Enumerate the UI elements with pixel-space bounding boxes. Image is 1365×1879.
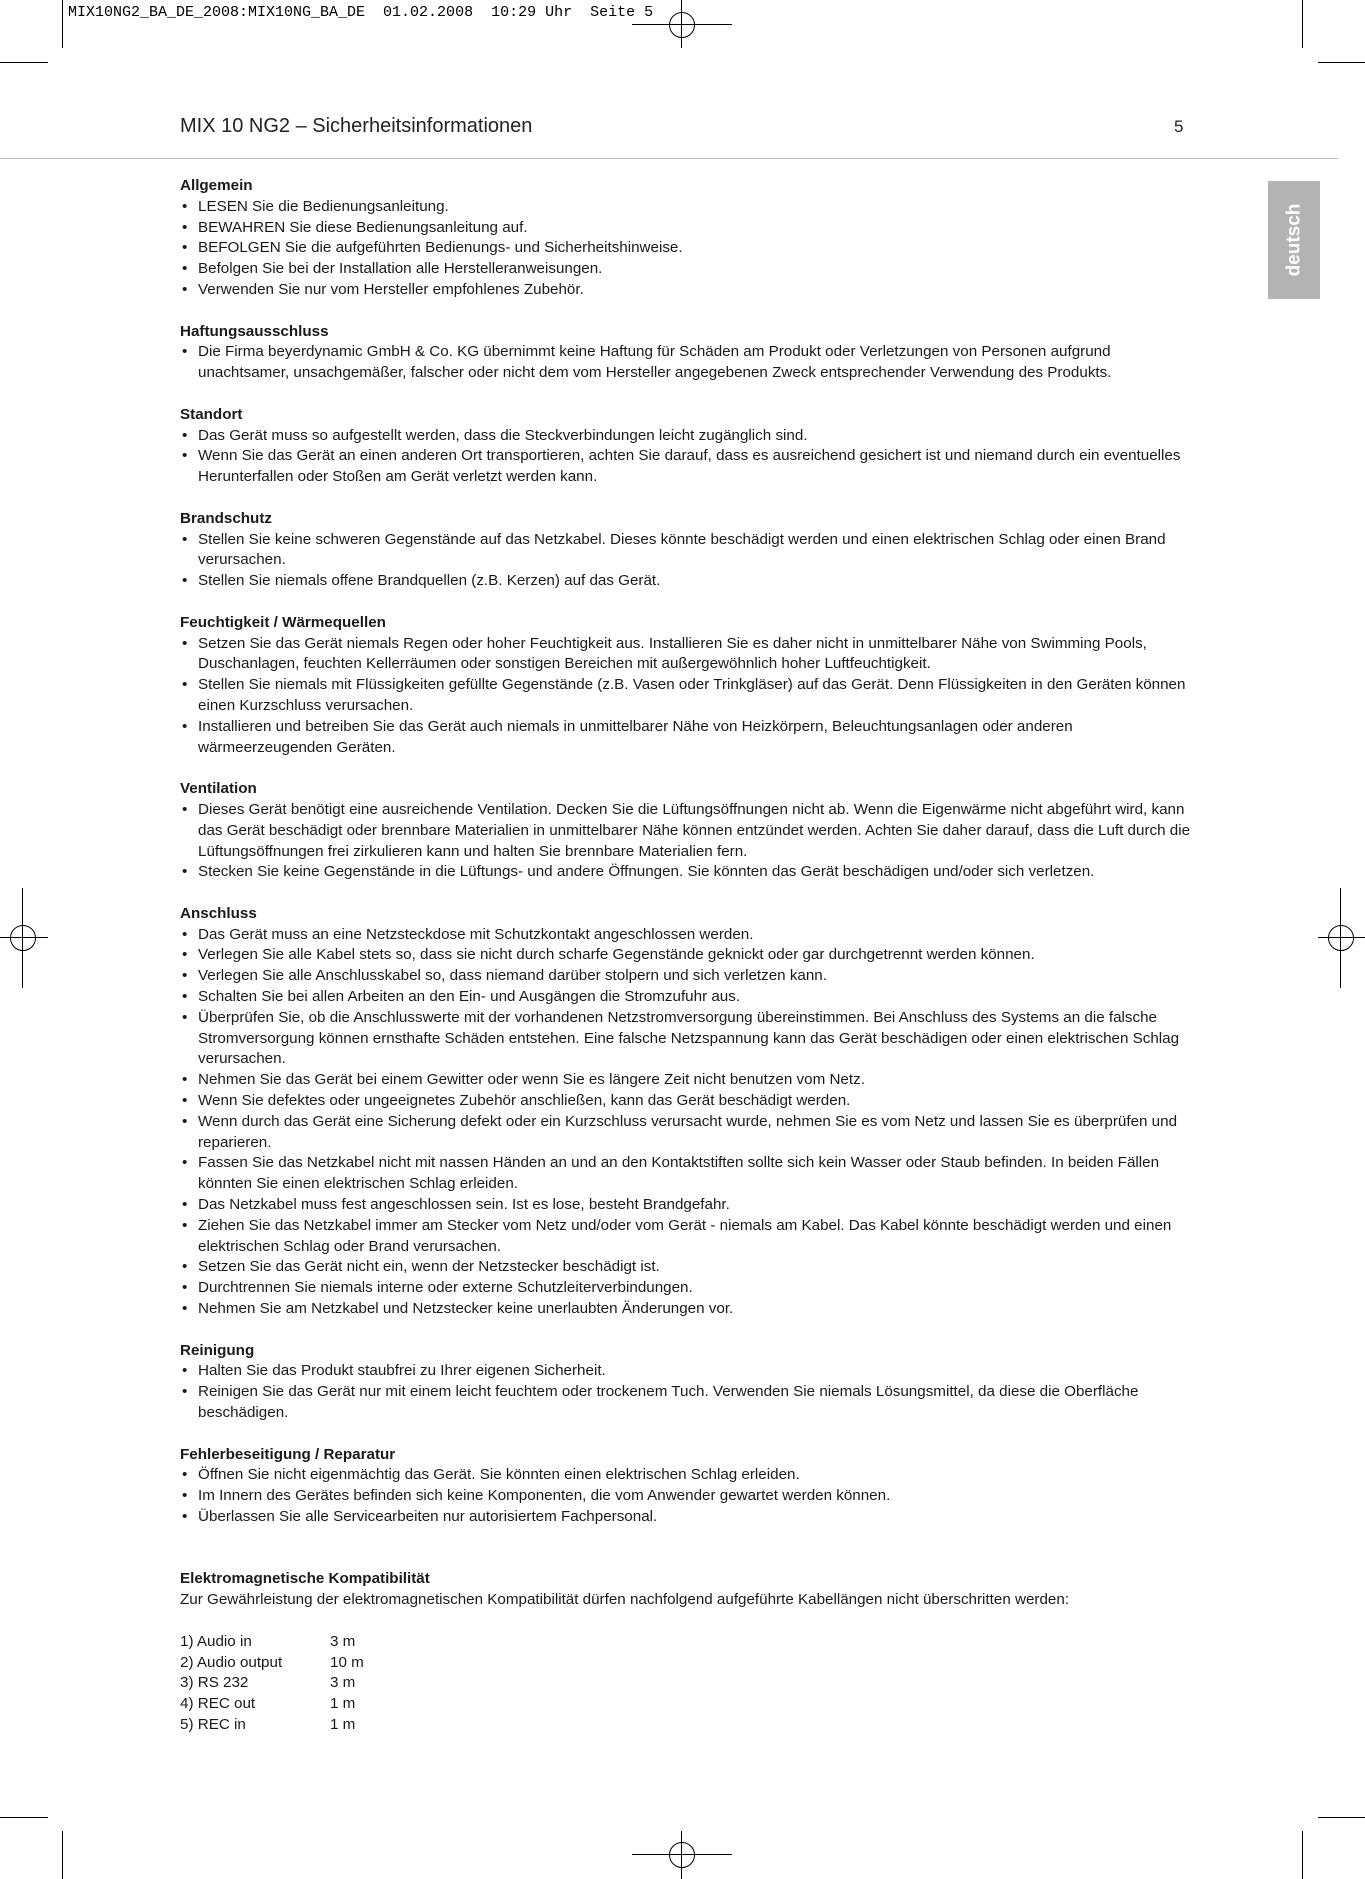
section-title: Elektromagnetische Kompatibilität [180, 1570, 430, 1588]
bullet-list [180, 530, 1200, 592]
cable-name: 3) RS 232 [180, 1674, 249, 1692]
list-item: • LESEN Sie die Bedienungsanleitung. [180, 197, 1200, 218]
bullet-list [180, 197, 1200, 301]
page-number: 5 [1174, 117, 1184, 136]
crop-mark [1302, 1831, 1303, 1879]
list-item: • Überlassen Sie alle Servicearbeiten nur autorisiertem Fachpersonal. [180, 1507, 1200, 1528]
cable-length: 3 m [330, 1632, 356, 1650]
bullet-list [180, 925, 1200, 1320]
crop-mark [62, 0, 63, 48]
section-title: Brandschutz [180, 509, 272, 527]
cable-length: 1 m [330, 1695, 356, 1713]
section-title: Haftungsausschluss [180, 322, 329, 340]
list-item: • Fassen Sie das Netzkabel nicht mit nassen Händen an und an den Kontaktstiften sollte sich kein Wasser oder Staub befinden. In beiden Fällen könnten Sie einen elektrischen Schlag erleiden. [180, 1153, 1200, 1195]
page-title: MIX 10 NG2 – Sicherheitsinformationen [180, 115, 533, 137]
section-title: Standort [180, 405, 243, 423]
language-tab [1268, 181, 1320, 299]
section-brandschutz [180, 509, 1200, 592]
list-item: • Stecken Sie keine Gegenstände in die Lüftungs- und andere Öffnungen. Sie könnten das Gerät beschädigen und/oder sich verletzen. [180, 862, 1200, 883]
bullet-list [180, 1361, 1200, 1423]
section-emc [180, 1569, 1200, 1735]
section-title: Allgemein [180, 177, 253, 194]
list-item: • Halten Sie das Produkt staubfrei zu Ihrer eigenen Sicherheit. [180, 1361, 1200, 1382]
list-item: • Überprüfen Sie, ob die Anschlusswerte mit der vorhandenen Netzstromversorgung übereinstimmen. Bei Anschluss des Systems an die falsche Stromversorgung können ernsthafte Schäden entstehen. Eine falsche Netzspannung kann das Gerät beschädigen oder einen elektrischen Schlag verursachen. [180, 1008, 1200, 1070]
list-item: • Stellen Sie keine schweren Gegenstände auf das Netzkabel. Dieses könnte beschädigt werden und einen elektrischen Schlag oder einen Brand verursachen. [180, 530, 1200, 572]
bullet-list [180, 342, 1200, 384]
section-fehlerbeseitigung [180, 1445, 1200, 1528]
section-title: Reinigung [180, 1341, 255, 1359]
emc-intro: Zur Gewährleistung der elektromagnetischen Kompatibilität dürfen nachfolgend aufgeführte Kabellängen nicht überschritten werden: [180, 1591, 1070, 1609]
list-item: • Das Netzkabel muss fest angeschlossen sein. Ist es lose, besteht Brandgefahr. [180, 1195, 1200, 1216]
section-allgemein [180, 176, 1200, 301]
list-item: • Befolgen Sie bei der Installation alle Herstelleranweisungen. [180, 259, 1200, 280]
list-item: • Das Gerät muss an eine Netzsteckdose mit Schutzkontakt angeschlossen werden. [180, 925, 1200, 946]
section-title: Feuchtigkeit / Wärmequellen [180, 613, 386, 631]
list-item: • Im Innern des Gerätes befinden sich keine Komponenten, die vom Anwender gewartet werden können. [180, 1486, 1200, 1507]
section-title: Ventilation [180, 780, 257, 798]
cable-length-table [180, 1632, 1200, 1736]
crop-mark [1318, 62, 1365, 63]
table-row [180, 1673, 1200, 1694]
list-item: • Verlegen Sie alle Kabel stets so, dass sie nicht durch scharfe Gegenstände geknickt oder gar durchgetrennt werden können. [180, 945, 1200, 966]
language-tab-label: deutsch [1283, 203, 1305, 277]
list-item: • Stellen Sie niemals offene Brandquellen (z.B. Kerzen) auf das Gerät. [180, 571, 1200, 592]
cable-name: 4) REC out [180, 1695, 256, 1713]
header-divider [0, 158, 1338, 159]
cable-name: 5) REC in [180, 1715, 246, 1733]
list-item: • Setzen Sie das Gerät niemals Regen oder hoher Feuchtigkeit aus. Installieren Sie es daher nicht in unmittelbarer Nähe von Swimming Pools, Duschanlagen, feuchten Kellerräumen oder sonstigen Bereichen mit außergewöhnlich hoher Luftfeuchtigkeit. [180, 634, 1200, 676]
table-row [180, 1715, 1200, 1736]
list-item: • Installieren und betreiben Sie das Gerät auch niemals in unmittelbarer Nähe von Heizkörpern, Beleuchtungsanlagen oder anderen wärmeerzeugenden Geräten. [180, 717, 1200, 759]
list-item: • Schalten Sie bei allen Arbeiten an den Ein- und Ausgängen die Stromzufuhr aus. [180, 987, 1200, 1008]
crop-mark [1302, 0, 1303, 48]
cable-length: 10 m [330, 1653, 364, 1671]
bullet-list [180, 800, 1200, 883]
section-haftungsausschluss [180, 322, 1200, 384]
list-item: • Wenn Sie das Gerät an einen anderen Ort transportieren, achten Sie darauf, dass es ausreichend gesichert ist und niemand durch ein eventuelles Herunterfallen oder Stoßen am Gerät verletzt werden kann. [180, 446, 1200, 488]
section-standort [180, 405, 1200, 488]
list-item: • Reinigen Sie das Gerät nur mit einem leicht feuchtem oder trockenem Tuch. Verwenden Sie niemals Lösungsmittel, da diese die Oberfläche beschädigen. [180, 1382, 1200, 1424]
bullet-list [180, 634, 1200, 759]
list-item: • Verlegen Sie alle Anschlusskabel so, dass niemand darüber stolpern und sich verletzen kann. [180, 966, 1200, 987]
section-title: Fehlerbeseitigung / Reparatur [180, 1445, 396, 1463]
section-reinigung [180, 1341, 1200, 1424]
list-item: • BEWAHREN Sie diese Bedienungsanleitung auf. [180, 218, 1200, 239]
section-ventilation [180, 779, 1200, 883]
list-item: • Wenn Sie defektes oder ungeeignetes Zubehör anschließen, kann das Gerät beschädigt werden. [180, 1091, 1200, 1112]
crop-mark [62, 1831, 63, 1879]
table-row [180, 1694, 1200, 1715]
section-anschluss [180, 904, 1200, 1320]
list-item: • Ziehen Sie das Netzkabel immer am Stecker vom Netz und/oder vom Gerät - niemals am Kabel. Das Kabel könnte beschädigt werden und einen elektrischen Schlag oder Brand verursachen. [180, 1216, 1200, 1258]
safety-content [180, 176, 1200, 1757]
list-item: • Die Firma beyerdynamic GmbH & Co. KG übernimmt keine Haftung für Schäden am Produkt oder Verletzungen von Personen aufgrund unachtsamer, unsachgemäßer, falscher oder nicht dem vom Hersteller angegebenen Zweck entsprechender Verwendung des Produkts. [180, 342, 1200, 384]
list-item: • BEFOLGEN Sie die aufgeführten Bedienungs- und Sicherheitshinweise. [180, 238, 1200, 259]
table-row [180, 1632, 1200, 1653]
list-item: • Wenn durch das Gerät eine Sicherung defekt oder ein Kurzschluss verursacht wurde, nehmen Sie es vom Netz und lassen Sie es überprüfen und reparieren. [180, 1112, 1200, 1154]
list-item: • Dieses Gerät benötigt eine ausreichende Ventilation. Decken Sie die Lüftungsöffnungen nicht ab. Wenn die Eigenwärme nicht abgeführt wird, kann das Gerät beschädigt oder brennbare Materialien in unmittelbarer Nähe können entzündet werden. Achten Sie daher darauf, dass die Luft durch die Lüftungsöffnungen frei zirkulieren kann und halten Sie brennbare Materialien fern. [180, 800, 1200, 862]
bullet-list [180, 1465, 1200, 1527]
list-item: • Nehmen Sie das Gerät bei einem Gewitter oder wenn Sie es längere Zeit nicht benutzen vom Netz. [180, 1070, 1200, 1091]
cable-name: 2) Audio output [180, 1653, 283, 1671]
section-feuchtigkeit [180, 613, 1200, 759]
section-title: Anschluss [180, 904, 257, 922]
crop-mark [0, 1817, 48, 1818]
list-item: • Nehmen Sie am Netzkabel und Netzstecker keine unerlaubten Änderungen vor. [180, 1299, 1200, 1320]
bullet-list [180, 426, 1200, 488]
cable-name: 1) Audio in [180, 1632, 252, 1650]
cable-length: 3 m [330, 1674, 356, 1692]
crop-mark [0, 62, 48, 63]
list-item: • Setzen Sie das Gerät nicht ein, wenn der Netzstecker beschädigt ist. [180, 1257, 1200, 1278]
cable-length: 1 m [330, 1715, 356, 1733]
list-item: • Öffnen Sie nicht eigenmächtig das Gerät. Sie könnten einen elektrischen Schlag erleiden. [180, 1465, 1200, 1486]
list-item: • Verwenden Sie nur vom Hersteller empfohlenes Zubehör. [180, 280, 1200, 301]
list-item: • Stellen Sie niemals mit Flüssigkeiten gefüllte Gegenstände (z.B. Vasen oder Trinkgläser) auf das Gerät. Denn Flüssigkeiten in den Geräten können einen Kurzschluss verursachen. [180, 675, 1200, 717]
table-row [180, 1653, 1200, 1674]
crop-mark [1318, 1817, 1365, 1818]
list-item: • Das Gerät muss so aufgestellt werden, dass die Steckverbindungen leicht zugänglich sind. [180, 426, 1200, 447]
list-item: • Durchtrennen Sie niemals interne oder externe Schutzleiterverbindungen. [180, 1278, 1200, 1299]
print-slug: MIX10NG2_BA_DE_2008:MIX10NG_BA_DE 01.02.2008 10:29 Uhr Seite 5 [68, 4, 654, 21]
